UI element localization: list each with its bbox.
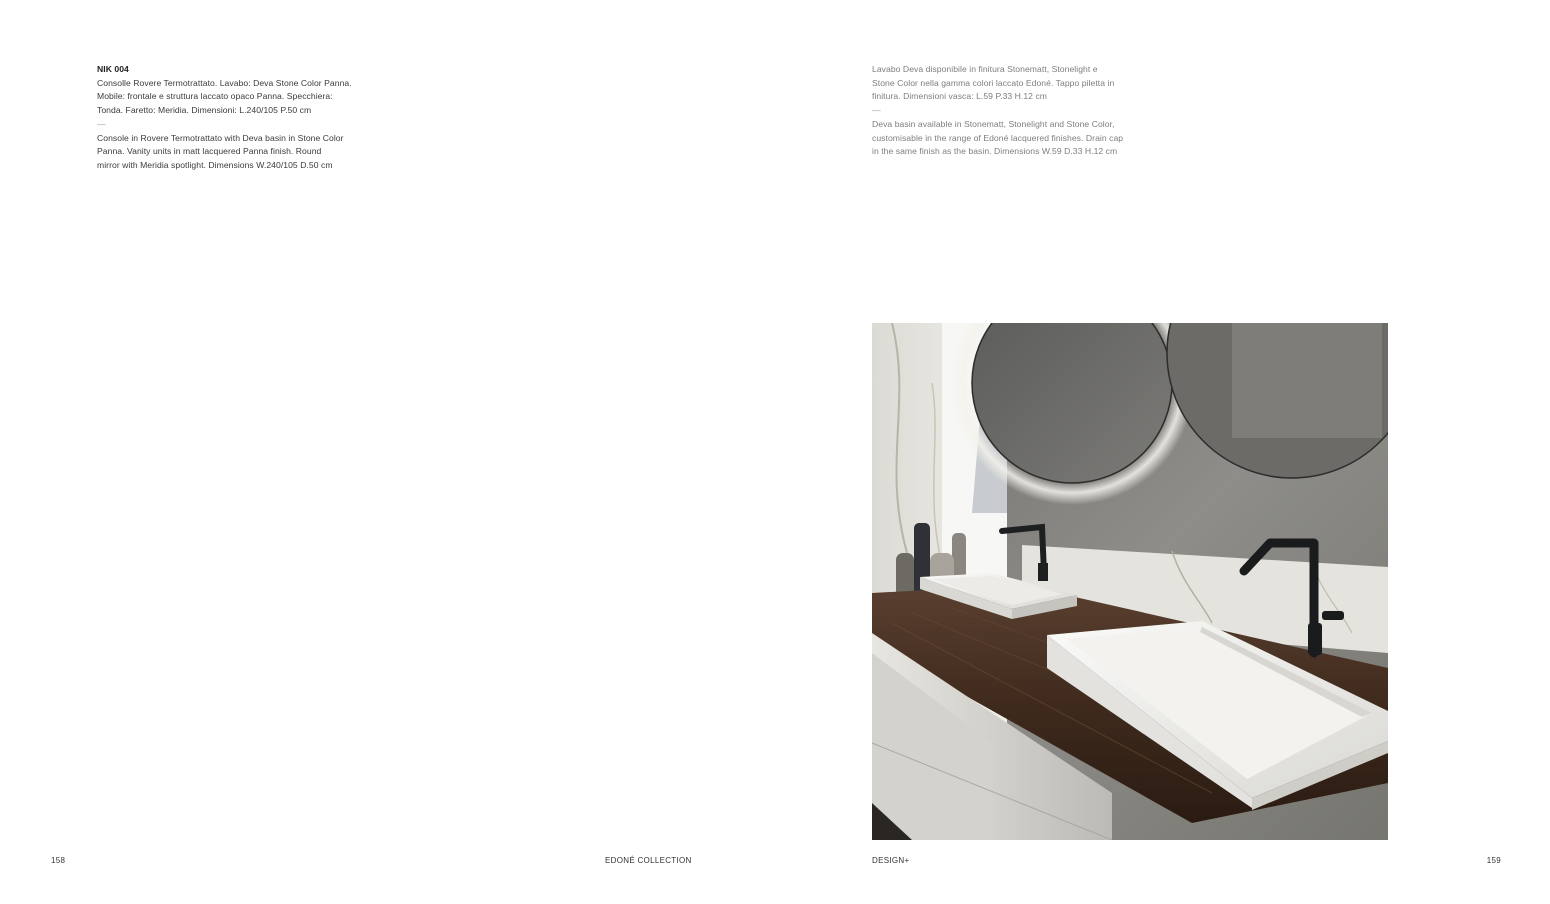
caption-en-line: Panna. Vanity units in matt lacquered Panna finish. Round (97, 146, 322, 157)
caption-en-line: Deva basin available in Stonematt, Stonelight and Stone Color, (872, 118, 1115, 129)
caption-en-line: Console in Rovere Termotrattato with Deva basin in Stone Color (97, 132, 344, 143)
caption-en-line: mirror with Meridia spotlight. Dimensions W.240/105 D.50 cm (97, 159, 333, 170)
product-caption-left (97, 63, 367, 173)
model-name: NIK 004 (97, 64, 129, 74)
bathroom-vanity-photo (872, 323, 1388, 840)
page-number-right: 159 (1486, 856, 1501, 865)
right-page (775, 0, 1550, 904)
caption-separator: — (872, 105, 881, 116)
product-caption-right (872, 63, 1142, 159)
page-number-left: 158 (51, 856, 66, 865)
design-label: DESIGN+ (872, 856, 910, 865)
caption-it-line: Mobile: frontale e struttura laccato opaco Panna. Specchiera: (97, 91, 333, 102)
collection-label: EDONÉ COLLECTION (605, 856, 692, 865)
caption-it-line: finitura. Dimensioni vasca: L.59 P.33 H.12 cm (872, 91, 1048, 102)
caption-separator: — (97, 118, 106, 129)
caption-en-line: customisable in the range of Edoné lacquered finishes. Drain cap (872, 132, 1124, 143)
caption-en-line: in the same finish as the basin. Dimensions W.59 D.33 H.12 cm (872, 146, 1118, 157)
caption-it-line: Stone Color nella gamma colori laccato Edoné. Tappo piletta in (872, 77, 1115, 88)
caption-it-line: Tonda. Faretto: Meridia. Dimensioni: L.240/105 P.50 cm (97, 105, 312, 116)
caption-it-line: Lavabo Deva disponibile in finitura Stonematt, Stonelight e (872, 64, 1098, 74)
caption-it-line: Consolle Rovere Termotrattato. Lavabo: Deva Stone Color Panna. (97, 77, 352, 88)
